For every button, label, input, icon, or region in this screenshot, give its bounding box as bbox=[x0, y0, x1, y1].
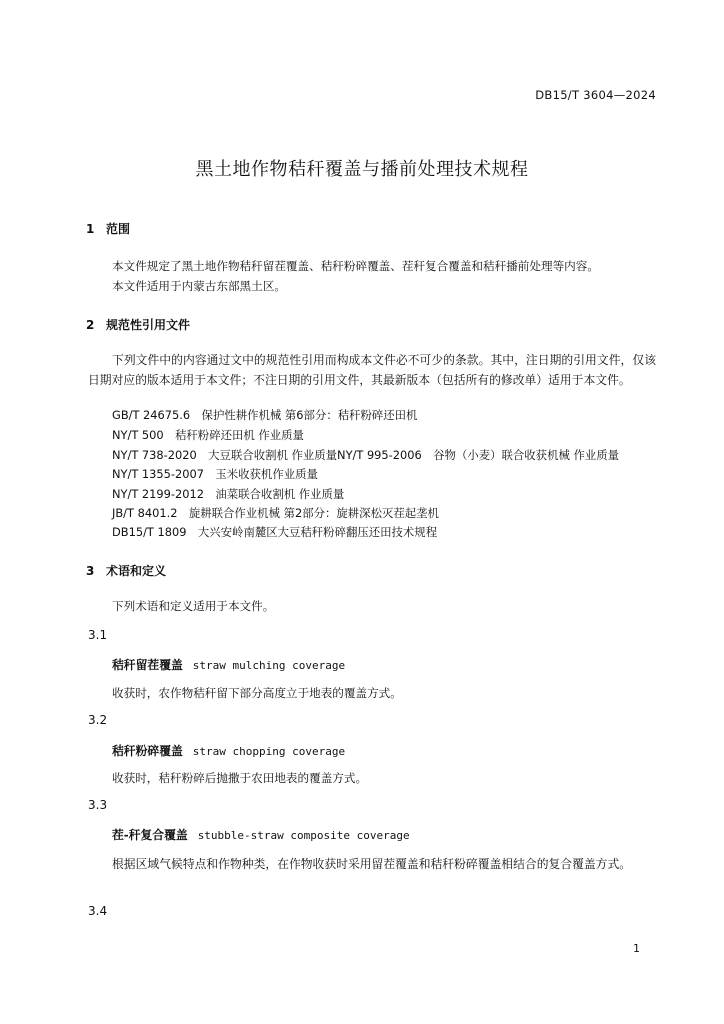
section-3-heading bbox=[86, 562, 166, 579]
term-entry bbox=[112, 656, 345, 673]
section-number: 3 bbox=[86, 564, 95, 578]
term-zh: 秸秆留茬覆盖 bbox=[112, 658, 183, 672]
section-number: 1 bbox=[86, 222, 95, 236]
section-title: 规范性引用文件 bbox=[106, 318, 191, 332]
section-title: 范围 bbox=[106, 222, 131, 236]
page-number: 1 bbox=[633, 942, 640, 955]
ref-item: NY/T 2199-2012 油菜联合收割机 作业质量 bbox=[112, 487, 345, 501]
section-2-heading bbox=[86, 316, 190, 333]
scope-paragraph-1: 本文件规定了黑土地作物秸秆留茬覆盖、秸秆粉碎覆盖、茬秆复合覆盖和秸秆播前处理等内容。 bbox=[112, 259, 599, 273]
ref-item: NY/T 738-2020 大豆联合收割机 作业质量NY/T 995-2006 谷物（小麦）联合收获机械 作业质量 bbox=[112, 448, 620, 462]
normative-refs-intro: 下列文件中的内容通过文中的规范性引用而构成本文件必不可少的条款。其中，注日期的引用文件，仅该日期对应的版本适用于本文件；不注日期的引用文件，其最新版本（包括所有的修改单）适用于本文件。 bbox=[88, 353, 656, 387]
term-zh: 茬-秆复合覆盖 bbox=[112, 828, 188, 842]
ref-item: DB15/T 1809 大兴安岭南麓区大豆秸秆粉碎翻压还田技术规程 bbox=[112, 525, 438, 539]
document-title: 黑土地作物秸秆覆盖与播前处理技术规程 bbox=[195, 159, 529, 180]
term-zh: 秸秆粉碎覆盖 bbox=[112, 744, 183, 758]
standard-code: DB15/T 3604—2024 bbox=[535, 88, 656, 102]
scope-paragraph-2: 本文件适用于内蒙古东部黑土区。 bbox=[112, 279, 286, 293]
section-number: 2 bbox=[86, 318, 95, 332]
section-title: 术语和定义 bbox=[106, 564, 167, 578]
ref-item: JB/T 8401.2 旋耕联合作业机械 第2部分：旋耕深松灭茬起垄机 bbox=[112, 506, 439, 520]
section-1-heading bbox=[86, 220, 130, 237]
clause-number: 3.1 bbox=[88, 628, 108, 642]
ref-item: NY/T 500 秸秆粉碎还田机 作业质量 bbox=[112, 428, 304, 442]
term-en: straw chopping coverage bbox=[192, 745, 346, 758]
term-en: straw mulching coverage bbox=[192, 659, 346, 672]
term-definition: 收获时，农作物秸秆留下部分高度立于地表的覆盖方式。 bbox=[112, 686, 402, 700]
ref-item: GB/T 24675.6 保护性耕作机械 第6部分：秸秆粉碎还田机 bbox=[112, 408, 418, 422]
clause-number: 3.2 bbox=[88, 713, 108, 727]
terms-intro: 下列术语和定义适用于本文件。 bbox=[112, 599, 275, 613]
term-definition: 收获时，秸秆粉碎后抛撒于农田地表的覆盖方式。 bbox=[112, 771, 368, 785]
term-entry bbox=[112, 742, 345, 759]
term-en: stubble-straw composite coverage bbox=[197, 829, 410, 842]
clause-number: 3.4 bbox=[88, 904, 108, 918]
ref-item: NY/T 1355-2007 玉米收获机作业质量 bbox=[112, 467, 318, 481]
term-definition: 根据区域气候特点和作物种类，在作物收获时采用留茬覆盖和秸秆粉碎覆盖相结合的复合覆盖方式。 bbox=[112, 857, 632, 871]
clause-number: 3.3 bbox=[88, 798, 108, 812]
term-entry bbox=[112, 826, 410, 843]
